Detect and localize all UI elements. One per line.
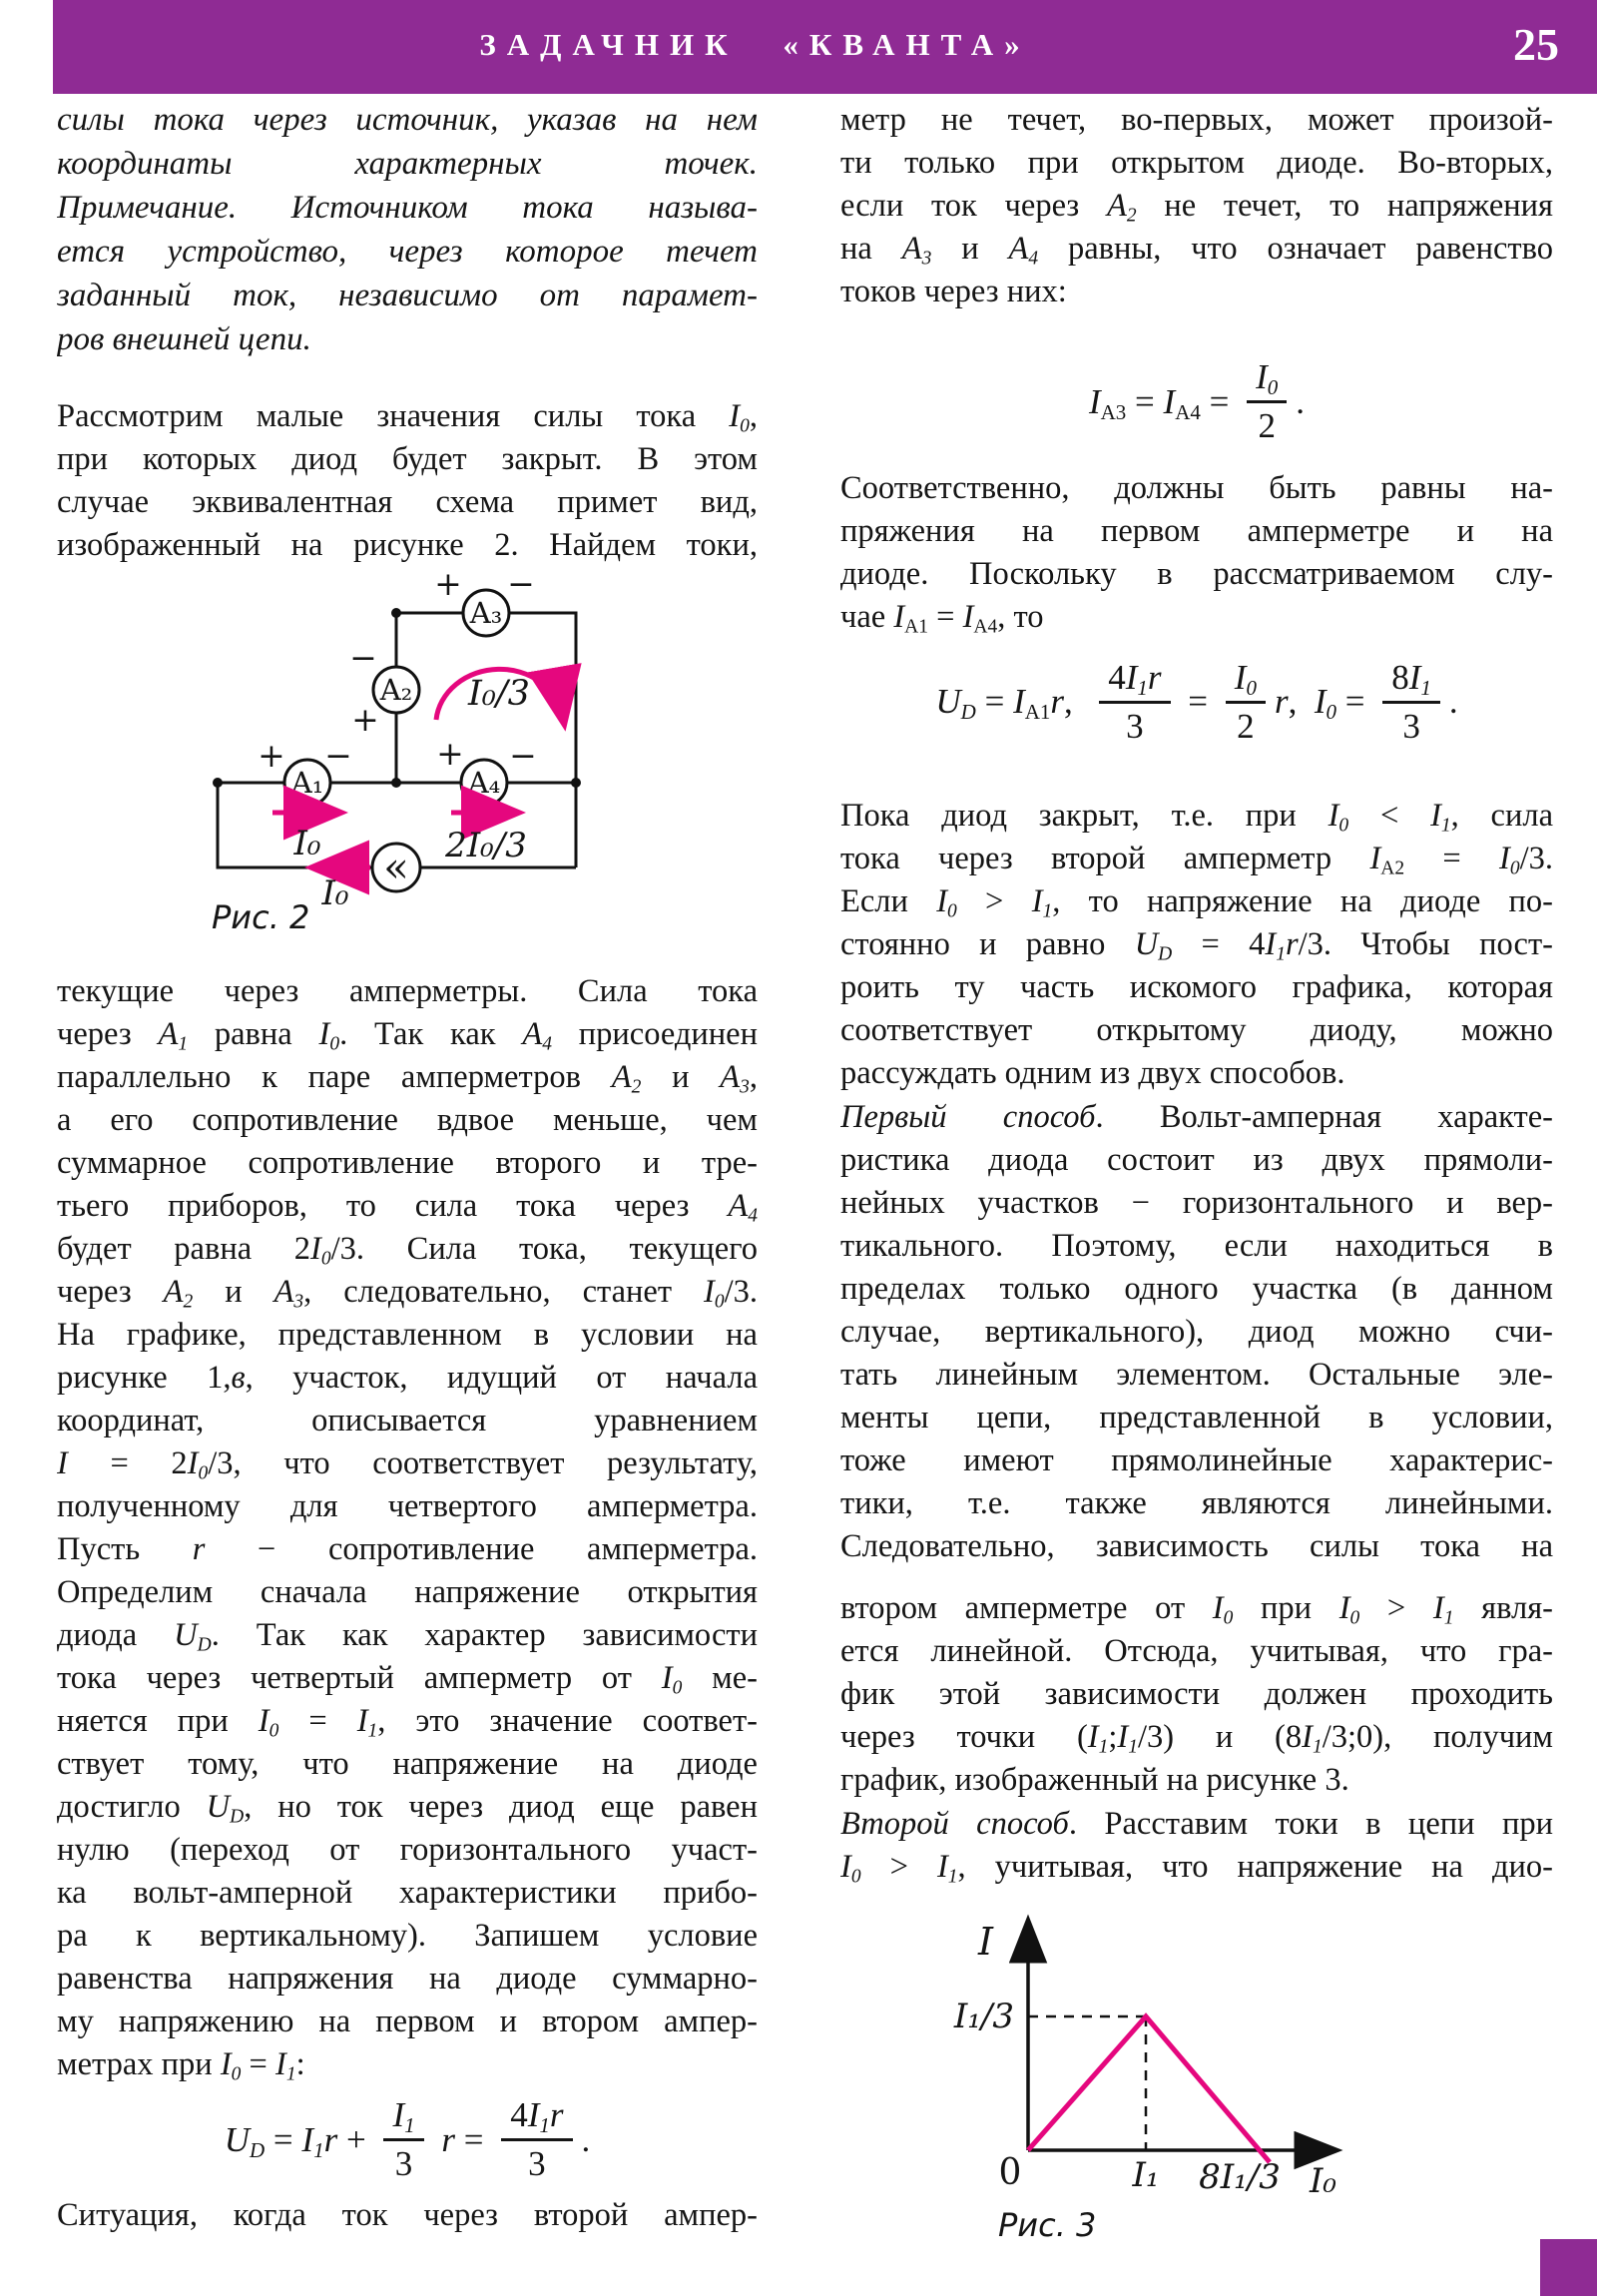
figure3-caption: Рис. 3 bbox=[998, 2206, 1097, 2244]
text-line: Соответственно, должны быть равны на- bbox=[840, 470, 1553, 506]
text-line: тикального. Поэтому, если находиться в bbox=[840, 1228, 1553, 1264]
text-line: график, изображенный на рисунке 3. bbox=[840, 1762, 1349, 1798]
ammeter-a3-label: A₃ bbox=[469, 596, 503, 630]
text-line: соответствует открытому диоду, можно bbox=[840, 1012, 1553, 1048]
fraction-denominator: 3 bbox=[1402, 706, 1420, 746]
text-line: Ситуация, когда ток через второй ампер- bbox=[57, 2197, 758, 2233]
text-line: если ток через $A_2$ не течет, то напряжения bbox=[840, 188, 1553, 227]
text-line: рассуждать одним из двух способов. bbox=[840, 1055, 1345, 1091]
text-line: стоянно и равно $U_D = 4I_1r/3$. Чтобы пост- bbox=[840, 926, 1553, 965]
formula-text: . bbox=[1448, 682, 1458, 721]
text-line: Если $I_0 > I_1$, то напряжение на диоде по- bbox=[840, 883, 1553, 922]
para-linear-dependence bbox=[840, 1587, 1553, 1802]
x-tick-i1: I₁ bbox=[1132, 2155, 1160, 2195]
text-line: диода $U_D$. Так как характер зависимости bbox=[57, 1617, 758, 1656]
fraction-numerator: $I_1$ bbox=[383, 2095, 423, 2141]
text-line: роить ту часть искомого графика, которая bbox=[840, 969, 1553, 1005]
fraction-denominator: 3 bbox=[394, 2144, 413, 2183]
page-number: 25 bbox=[1513, 19, 1559, 70]
text-line: тока через второй амперметр $I_{A2} = I_0/3$. bbox=[840, 841, 1553, 879]
text-line: На графике, представленном в условии на bbox=[57, 1317, 758, 1353]
text-line: случае эквивалентная схема примет вид, bbox=[57, 484, 758, 520]
text-line: текущие через амперметры. Сила тока bbox=[57, 973, 758, 1009]
text-line: тока через четвертый амперметр от $I_0$ ме- bbox=[57, 1660, 758, 1699]
figure2-caption: Рис. 2 bbox=[212, 898, 310, 936]
text-line: му напряжению на первом и втором ампер- bbox=[57, 2004, 758, 2039]
fraction-denominator: 3 bbox=[1126, 706, 1144, 746]
text-line: Пусть r − сопротивление амперметра. bbox=[57, 1531, 758, 1567]
circuit-node bbox=[571, 778, 581, 788]
text-line: метр не течет, во-первых, может произой- bbox=[840, 102, 1553, 138]
formula-text: $U_D = I_{A1}r$, bbox=[935, 682, 1091, 724]
text-line: втором амперметре от $I_0$ при $I_0 > I_1$ явля- bbox=[840, 1590, 1553, 1629]
polarity-plus: + bbox=[434, 564, 462, 603]
ammeter-a2-label: A₂ bbox=[379, 673, 413, 707]
figure2-circuit bbox=[140, 565, 609, 924]
fraction-denominator: 3 bbox=[528, 2144, 546, 2183]
current-label-2i03: 2I₀/3 bbox=[445, 826, 527, 865]
para-equal-voltages bbox=[840, 467, 1553, 639]
text-line: заданный ток, независимо от парамет- bbox=[57, 278, 758, 313]
polarity-plus: + bbox=[351, 700, 379, 739]
fraction-numerator: $4I_1r$ bbox=[1099, 658, 1170, 704]
text-line: фик этой зависимости должен проходить bbox=[840, 1676, 1553, 1712]
text-line: ствует тому, что напряжение на диоде bbox=[57, 1746, 758, 1782]
text-line: равенства напряжения на диоде суммарно- bbox=[57, 1961, 758, 1997]
fraction bbox=[1226, 658, 1266, 747]
fraction bbox=[1247, 357, 1287, 446]
text-line: а его сопротивление вдвое меньше, чем bbox=[57, 1102, 758, 1138]
fraction-numerator: $I_0$ bbox=[1226, 658, 1266, 704]
text-line: ристика диода состоит из двух прямоли- bbox=[840, 1142, 1553, 1178]
text-line: параллельно к паре амперметров $A_2$ и $A_3$, bbox=[57, 1059, 758, 1098]
x-axis-label: I₀ bbox=[1310, 2161, 1337, 2201]
formula-text: r, $I_0$ = bbox=[1274, 682, 1374, 724]
text-line: токов через них: bbox=[840, 274, 1067, 309]
text-line: $I = 2I_0/3$, что соответствует результату, bbox=[57, 1445, 758, 1484]
polarity-plus: + bbox=[436, 734, 464, 773]
text-line: ти только при открытом диоде. Во-вторых, bbox=[840, 145, 1553, 181]
para-situation bbox=[57, 2194, 758, 2237]
para-small-currents bbox=[57, 395, 758, 567]
text-line: Примечание. Источником тока называ- bbox=[57, 190, 758, 226]
text-line: случае, вертикального), диод можно счи- bbox=[840, 1314, 1553, 1350]
intro-italic-note bbox=[57, 98, 758, 361]
formula-text: $I_{A3} = I_{A4}$ = bbox=[1088, 381, 1239, 424]
text-line: тьего приборов, то сила тока через $A_4$ bbox=[57, 1188, 758, 1227]
text-line: силы тока через источник, указав на нем bbox=[57, 102, 758, 138]
text-line: изображенный на рисунке 2. Найдем токи, bbox=[57, 527, 758, 563]
para-diode-closed bbox=[840, 795, 1553, 1095]
current-label-i0-bottom: I₀ bbox=[321, 873, 349, 913]
fraction-numerator: $I_0$ bbox=[1247, 357, 1287, 403]
text-line: Определим сначала напряжение открытия bbox=[57, 1574, 758, 1610]
text-line: $I_0 > I_1$, учитывая, что напряжение на дио- bbox=[840, 1849, 1553, 1888]
text-line: Второй способ. Расставим токи в цепи при bbox=[840, 1806, 1553, 1842]
text-line: Первый способ. Вольт-амперная характе- bbox=[840, 1099, 1553, 1135]
text-line: рисунке 1,в, участок, идущий от начала bbox=[57, 1360, 758, 1396]
formula-ud-solution bbox=[840, 647, 1553, 757]
current-source-icon: « bbox=[383, 843, 409, 891]
text-line: суммарное сопротивление второго и тре- bbox=[57, 1145, 758, 1181]
fraction-numerator: $4I_1r$ bbox=[501, 2095, 572, 2141]
ammeter-a4-label: A₄ bbox=[467, 766, 501, 800]
text-line: ется устройство, через которое течет bbox=[57, 234, 758, 270]
polarity-minus: − bbox=[349, 638, 377, 677]
formula-text: r = bbox=[441, 2119, 493, 2159]
text-line: через точки $(I_1;I_1/3)$ и $(8I_1/3;0)$, получим bbox=[840, 1719, 1553, 1758]
circuit-node bbox=[213, 778, 223, 788]
text-line: через $A_2$ и $A_3$, следовательно, станет $I_0/3$. bbox=[57, 1274, 758, 1313]
fraction bbox=[1099, 658, 1170, 747]
text-line: Пока диод закрыт, т.е. при $I_0 < I_1$, сила bbox=[840, 798, 1553, 837]
y-axis-label: I bbox=[978, 1920, 994, 1964]
text-line: пределах только одного участка (в данном bbox=[840, 1271, 1553, 1307]
circuit-node bbox=[391, 608, 401, 618]
page-header-bar bbox=[53, 0, 1597, 94]
fraction bbox=[1382, 658, 1440, 747]
text-line: достигло $U_D$, но ток через диод еще равен bbox=[57, 1789, 758, 1828]
text-line: будет равна $2I_0/3$. Сила тока, текущего bbox=[57, 1231, 758, 1270]
text-line: ется линейной. Отсюда, учитывая, что гра- bbox=[840, 1633, 1553, 1669]
text-line: няется при $I_0 = I_1$, это значение соответ- bbox=[57, 1703, 758, 1742]
x-tick-8i13: 8I₁/3 bbox=[1199, 2157, 1281, 2197]
text-line: нейных участков − горизонтального и вер- bbox=[840, 1185, 1553, 1221]
text-line: тоже имеют прямолинейные характерис- bbox=[840, 1442, 1553, 1478]
current-label-i0: I₀ bbox=[293, 824, 321, 863]
formula-ud-open-condition bbox=[57, 2088, 758, 2191]
fraction-denominator: 2 bbox=[1237, 706, 1255, 746]
y-tick-label: I₁/3 bbox=[953, 1997, 1014, 2036]
text-line: полученному для четвертого амперметра. bbox=[57, 1488, 758, 1524]
circuit-node bbox=[391, 778, 401, 788]
text-line: ров внешней цепи. bbox=[57, 321, 311, 357]
para-no-current bbox=[840, 99, 1553, 313]
text-line: диоде. Поскольку в рассматриваемом слу- bbox=[840, 556, 1553, 592]
text-line: пряжения на первом амперметре и на bbox=[840, 513, 1553, 549]
formula-text: . bbox=[1296, 381, 1306, 421]
text-line: тать линейным элементом. Остальные эле- bbox=[840, 1357, 1553, 1393]
fraction bbox=[501, 2095, 572, 2184]
text-line: ка вольт-амперной характеристики прибо- bbox=[57, 1875, 758, 1911]
polarity-minus: − bbox=[324, 736, 352, 775]
origin-label: 0 bbox=[998, 2152, 1022, 2193]
polarity-plus: + bbox=[258, 736, 285, 775]
current-label-i03: I₀/3 bbox=[468, 674, 530, 714]
fraction bbox=[383, 2095, 423, 2184]
current-curve bbox=[1028, 2016, 1270, 2162]
formula-text: . bbox=[581, 2119, 591, 2159]
ammeter-a1-label: A₁ bbox=[290, 766, 324, 800]
para-ammeter-currents bbox=[57, 970, 758, 2086]
formula-text: = bbox=[1179, 682, 1217, 721]
fraction-denominator: 2 bbox=[1258, 406, 1276, 445]
text-line: Следовательно, зависимость силы тока на bbox=[840, 1528, 1553, 1564]
text-line: на $A_3$ и $A_4$ равны, что означает равенство bbox=[840, 231, 1553, 270]
figure3-graph bbox=[948, 1909, 1407, 2208]
text-line: при которых диод будет закрыт. В этом bbox=[57, 441, 758, 477]
text-line: Рассмотрим малые значения силы тока $I_0$, bbox=[57, 398, 758, 437]
formula-ia3-ia4 bbox=[840, 349, 1553, 454]
fraction-numerator: $8I_1$ bbox=[1382, 658, 1440, 704]
text-line: координаты характерных точек. bbox=[57, 146, 758, 182]
para-second-method bbox=[840, 1803, 1553, 1889]
text-line: нулю (переход от горизонтального участ- bbox=[57, 1832, 758, 1868]
text-line: чае $I_{A1} = I_{A4}$, то bbox=[840, 599, 1044, 638]
formula-text: $U_D = I_1r$ + bbox=[224, 2119, 375, 2162]
text-line: менты цепи, представленной в условии, bbox=[840, 1400, 1553, 1435]
journal-section-title: ЗАДАЧНИК «КВАНТА» bbox=[479, 27, 1031, 62]
polarity-minus: − bbox=[509, 736, 537, 775]
text-line: ра к вертикальному). Запишем условие bbox=[57, 1918, 758, 1954]
text-line: метрах при $I_0 = I_1$: bbox=[57, 2046, 305, 2085]
text-line: тики, т.е. также являются линейными. bbox=[840, 1485, 1553, 1521]
footer-corner-square bbox=[1540, 2239, 1597, 2296]
para-first-method bbox=[840, 1096, 1553, 1568]
text-line: через $A_1$ равна $I_0$. Так как $A_4$ присоединен bbox=[57, 1016, 758, 1055]
polarity-minus: − bbox=[507, 564, 535, 603]
text-line: координат, описывается уравнением bbox=[57, 1403, 758, 1438]
